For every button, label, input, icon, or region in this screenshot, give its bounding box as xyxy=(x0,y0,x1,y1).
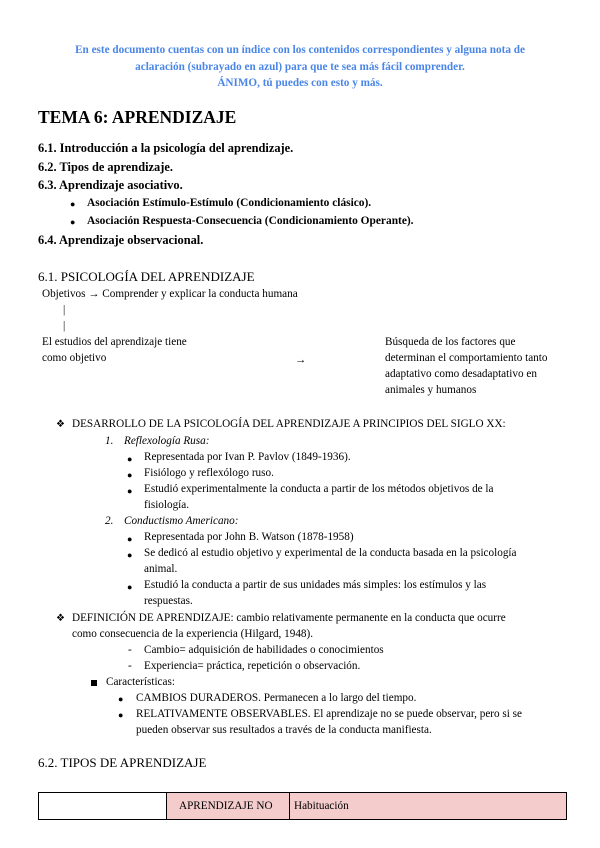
factors-text-line-3: adaptativo como desadaptativo en xyxy=(385,368,537,380)
diamond-bullet-icon: ❖ xyxy=(56,613,65,624)
toc-subitem-2: Asociación Respuesta-Consecuencia (Condicionamiento Operante). xyxy=(87,215,414,227)
toc-item-4: 6.4. Aprendizaje observacional. xyxy=(38,233,204,247)
toc-item-1: 6.1. Introducción a la psicología del aprendizaje. xyxy=(38,141,294,155)
table-cell-aprendizaje-no: APRENDIZAJE NO xyxy=(167,793,290,820)
diamond-bullet-icon: ❖ xyxy=(56,419,65,430)
tipos-table xyxy=(38,792,567,820)
toc-subitem-1: Asociación Estímulo-Estímulo (Condicionamiento clásico). xyxy=(87,197,372,209)
square-bullet-icon xyxy=(91,680,97,686)
pipe-connector: | xyxy=(63,304,66,316)
page-title: TEMA 6: APRENDIZAJE xyxy=(38,107,237,127)
list-number: 2. xyxy=(105,515,114,527)
conductismo-item-3-line-2: respuestas. xyxy=(144,595,193,607)
bullet-icon: ● xyxy=(127,470,133,480)
bullet-icon: ● xyxy=(127,454,133,464)
cambio-line: Cambio= adquisición de habilidades o conocimientos xyxy=(144,644,384,656)
intro-note-line-3: ÁNIMO, tú puedes con esto y más. xyxy=(217,77,383,89)
objective-text-line-2: como objetivo xyxy=(42,352,107,364)
table-cell-empty xyxy=(39,793,167,820)
toc-item-3: 6.3. Aprendizaje asociativo. xyxy=(38,178,183,192)
reflexologia-heading: Reflexología Rusa: xyxy=(124,435,210,447)
caracteristica-2-line-2: pueden observar sus resultados a través de la conducta manifiesta. xyxy=(136,724,432,736)
bullet-icon: ● xyxy=(127,534,133,544)
experiencia-line: Experiencia= práctica, repetición o observación. xyxy=(144,660,361,672)
caracteristica-1: CAMBIOS DURADEROS. Permanecen a lo largo del tiempo. xyxy=(136,692,417,704)
intro-note xyxy=(40,42,560,92)
caracteristicas-heading: Características: xyxy=(106,676,175,688)
bullet-icon: ● xyxy=(70,199,76,209)
conductismo-item-1: Representada por John B. Watson (1878-1958) xyxy=(144,531,354,543)
definicion-line-1: DEFINICIÓN DE APRENDIZAJE: cambio relativamente permanente en la conducta que ocurre xyxy=(72,612,506,624)
dash-bullet: - xyxy=(128,660,132,672)
factors-text-line-2: determinan el comportamiento tanto xyxy=(385,352,548,364)
factors-text-line-4: animales y humanos xyxy=(385,384,477,396)
conductismo-item-3-line-1: Estudió la conducta a partir de sus unidades más simples: los estímulos y las xyxy=(144,579,487,591)
section-heading-6-2: 6.2. TIPOS DE APRENDIZAJE xyxy=(38,755,207,770)
pipe-connector: | xyxy=(63,320,66,332)
conductismo-item-2-line-1: Se dedicó al estudio objetivo y experimental de la conducta basada en la psicología xyxy=(144,547,517,559)
bullet-icon: ● xyxy=(118,694,124,704)
section-heading-6-1: 6.1. PSICOLOGÍA DEL APRENDIZAJE xyxy=(38,269,255,284)
bullet-icon: ● xyxy=(127,582,133,592)
intro-note-line-2: aclaración (subrayado en azul) para que te sea más fácil comprender. xyxy=(135,60,465,73)
table-row xyxy=(39,793,567,820)
objective-text-line-1: El estudios del aprendizaje tiene xyxy=(42,336,187,348)
factors-text-line-1: Búsqueda de los factores que xyxy=(385,336,516,348)
reflexologia-item-3-line-2: fisiología. xyxy=(144,499,190,511)
dash-bullet: - xyxy=(128,644,132,656)
bullet-icon: ● xyxy=(127,550,133,560)
arrow-icon: → xyxy=(295,354,307,366)
table-cell-habituacion: Habituación xyxy=(290,793,567,820)
toc-item-2: 6.2. Tipos de aprendizaje. xyxy=(38,160,173,174)
intro-note-line-1: En este documento cuentas con un índice con los contenidos correspondientes y alguna nota de xyxy=(75,44,525,56)
reflexologia-item-1: Representada por Ivan P. Pavlov (1849-1936). xyxy=(144,451,351,463)
list-number: 1. xyxy=(105,435,114,447)
reflexologia-item-2: Fisiólogo y reflexólogo ruso. xyxy=(144,467,274,479)
definicion-line-2: como consecuencia de la experiencia (Hilgard, 1948). xyxy=(72,628,314,640)
bullet-icon: ● xyxy=(118,710,124,720)
conductismo-item-2-line-2: animal. xyxy=(144,563,178,575)
objetivos-line: Objetivos → Comprender y explicar la conducta humana xyxy=(42,288,298,300)
bullet-icon: ● xyxy=(70,217,76,227)
bullet-icon: ● xyxy=(127,486,133,496)
reflexologia-item-3-line-1: Estudió experimentalmente la conducta a partir de los métodos objetivos de la xyxy=(144,483,494,495)
desarrollo-heading: DESARROLLO DE LA PSICOLOGÍA DEL APRENDIZAJE A PRINCIPIOS DEL SIGLO XX: xyxy=(72,418,506,430)
conductismo-heading: Conductismo Americano: xyxy=(124,515,239,527)
caracteristica-2-line-1: RELATIVAMENTE OBSERVABLES. El aprendizaje no se puede observar, pero si se xyxy=(136,708,523,720)
